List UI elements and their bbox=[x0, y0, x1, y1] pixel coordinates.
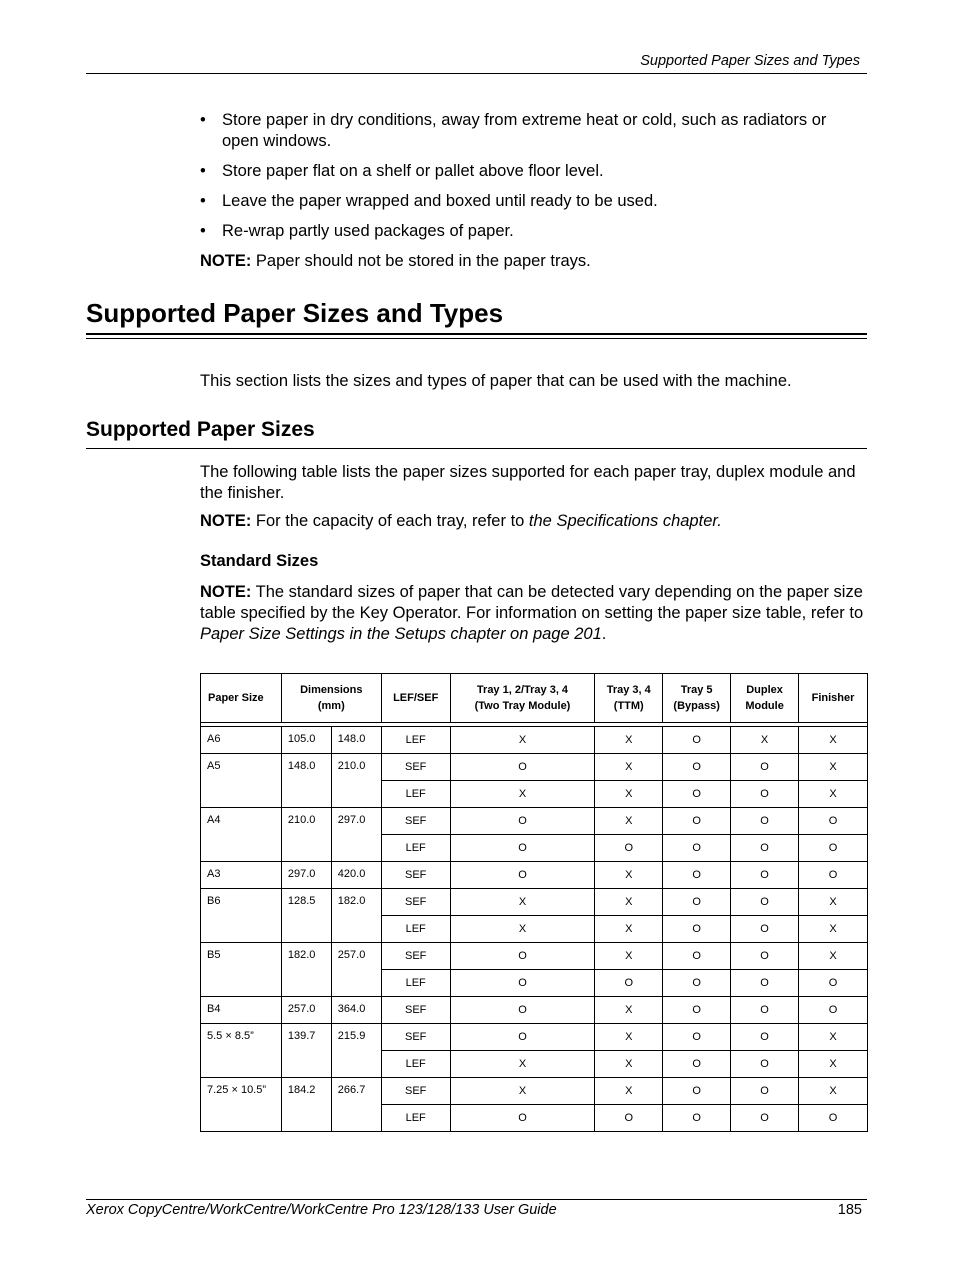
list-item: • Store paper in dry conditions, away from extreme heat or cold, such as radiators or open windows. bbox=[200, 111, 827, 150]
specifications-reference: the Specifications chapter. bbox=[528, 512, 722, 530]
bullet-icon: • bbox=[200, 192, 206, 210]
paper-size-cell: B4 bbox=[201, 997, 282, 1024]
orientation-cell: LEF bbox=[381, 1051, 450, 1078]
table-row bbox=[201, 727, 868, 754]
support-cell: O bbox=[731, 1105, 799, 1132]
support-cell: O bbox=[663, 835, 731, 862]
width-cell: 210.0 bbox=[281, 808, 331, 862]
support-cell: O bbox=[799, 835, 868, 862]
list-item: • Leave the paper wrapped and boxed until ready to be used. bbox=[200, 192, 658, 210]
support-cell: X bbox=[799, 889, 868, 916]
height-cell: 257.0 bbox=[331, 943, 381, 997]
support-cell: O bbox=[663, 1051, 731, 1078]
support-cell: X bbox=[595, 808, 663, 835]
support-cell: O bbox=[595, 835, 663, 862]
width-cell: 182.0 bbox=[281, 943, 331, 997]
header-rule bbox=[86, 73, 867, 74]
bullet-icon: • bbox=[200, 222, 206, 240]
width-cell: 297.0 bbox=[281, 862, 331, 889]
section-intro: This section lists the sizes and types of paper that can be used with the machine. bbox=[200, 372, 792, 390]
note-label: NOTE: bbox=[200, 252, 252, 270]
support-cell: O bbox=[731, 1051, 799, 1078]
support-cell: O bbox=[731, 835, 799, 862]
support-cell: O bbox=[663, 754, 731, 781]
support-cell: O bbox=[450, 1105, 595, 1132]
bullet-icon: • bbox=[200, 162, 206, 180]
support-cell: O bbox=[799, 808, 868, 835]
height-cell: 182.0 bbox=[331, 889, 381, 943]
support-cell: O bbox=[731, 889, 799, 916]
support-cell: O bbox=[731, 970, 799, 997]
support-cell: O bbox=[663, 727, 731, 754]
paper-sizes-table bbox=[200, 673, 868, 1132]
support-cell: X bbox=[595, 1024, 663, 1051]
header-tray-1-2: Tray 1, 2/Tray 3, 4 (Two Tray Module) bbox=[450, 674, 595, 723]
height-cell: 266.7 bbox=[331, 1078, 381, 1132]
orientation-cell: LEF bbox=[381, 835, 450, 862]
support-cell: O bbox=[799, 997, 868, 1024]
support-cell: X bbox=[450, 889, 595, 916]
table-row bbox=[201, 808, 868, 835]
support-cell: O bbox=[731, 943, 799, 970]
paper-size-cell: A3 bbox=[201, 862, 282, 889]
list-item: • Re-wrap partly used packages of paper. bbox=[200, 222, 514, 240]
header-tray-5: Tray 5 (Bypass) bbox=[663, 674, 731, 723]
support-cell: O bbox=[450, 943, 595, 970]
note-text: Paper should not be stored in the paper trays. bbox=[251, 252, 591, 270]
support-cell: X bbox=[595, 781, 663, 808]
height-cell: 210.0 bbox=[331, 754, 381, 808]
orientation-cell: LEF bbox=[381, 916, 450, 943]
support-cell: X bbox=[799, 781, 868, 808]
support-cell: X bbox=[799, 754, 868, 781]
support-cell: O bbox=[450, 997, 595, 1024]
support-cell: O bbox=[450, 835, 595, 862]
support-cell: O bbox=[450, 1024, 595, 1051]
support-cell: O bbox=[663, 889, 731, 916]
support-cell: X bbox=[450, 727, 595, 754]
support-cell: O bbox=[595, 970, 663, 997]
note-label: NOTE: bbox=[200, 583, 252, 601]
note-text: The standard sizes of paper that can be detected vary depending on the paper size table specified by the Key Operator. For information on setting the paper size table, refer to bbox=[200, 583, 864, 622]
support-cell: O bbox=[663, 943, 731, 970]
support-cell: O bbox=[663, 970, 731, 997]
height-cell: 148.0 bbox=[331, 727, 381, 754]
support-cell: O bbox=[663, 1078, 731, 1105]
support-cell: X bbox=[595, 754, 663, 781]
support-cell: O bbox=[731, 808, 799, 835]
support-cell: X bbox=[595, 862, 663, 889]
width-cell: 148.0 bbox=[281, 754, 331, 808]
support-cell: O bbox=[731, 1024, 799, 1051]
support-cell: O bbox=[731, 862, 799, 889]
paper-size-cell: B6 bbox=[201, 889, 282, 943]
support-cell: X bbox=[799, 727, 868, 754]
standard-sizes-note: NOTE: The standard sizes of paper that can be detected vary depending on the paper size table specified by the Key Operator. For information on setting the paper size table, refer to Paper Size Settings in the Setups chapter on page 201. bbox=[200, 583, 864, 643]
support-cell: X bbox=[595, 889, 663, 916]
header-duplex-module: Duplex Module bbox=[731, 674, 799, 723]
support-cell: O bbox=[799, 1105, 868, 1132]
running-header: Supported Paper Sizes and Types bbox=[640, 53, 860, 69]
support-cell: O bbox=[731, 781, 799, 808]
orientation-cell: SEF bbox=[381, 754, 450, 781]
width-cell: 257.0 bbox=[281, 997, 331, 1024]
orientation-cell: SEF bbox=[381, 862, 450, 889]
page-number: 185 bbox=[837, 1202, 862, 1218]
standard-sizes-title: Standard Sizes bbox=[200, 552, 319, 570]
subsection-title: Supported Paper Sizes bbox=[86, 418, 315, 441]
table-row bbox=[201, 754, 868, 781]
support-cell: X bbox=[799, 1024, 868, 1051]
note-text: For the capacity of each tray, refer to bbox=[251, 512, 529, 530]
paper-size-cell: A5 bbox=[201, 754, 282, 808]
orientation-cell: SEF bbox=[381, 943, 450, 970]
support-cell: X bbox=[450, 1051, 595, 1078]
support-cell: O bbox=[663, 862, 731, 889]
support-cell: X bbox=[595, 916, 663, 943]
width-cell: 128.5 bbox=[281, 889, 331, 943]
height-cell: 297.0 bbox=[331, 808, 381, 862]
table-row bbox=[201, 862, 868, 889]
support-cell: O bbox=[799, 970, 868, 997]
support-cell: X bbox=[450, 1078, 595, 1105]
support-cell: X bbox=[799, 1078, 868, 1105]
orientation-cell: SEF bbox=[381, 1024, 450, 1051]
support-cell: O bbox=[663, 1024, 731, 1051]
height-cell: 420.0 bbox=[331, 862, 381, 889]
support-cell: O bbox=[731, 1078, 799, 1105]
support-cell: X bbox=[799, 943, 868, 970]
subsection-intro: The following table lists the paper sizes supported for each paper tray, duplex module and the finisher. bbox=[200, 463, 856, 502]
support-cell: O bbox=[450, 808, 595, 835]
support-cell: O bbox=[450, 970, 595, 997]
storage-note bbox=[200, 252, 591, 271]
paper-size-cell: 5.5 × 8.5” bbox=[201, 1024, 282, 1078]
footer-rule bbox=[86, 1199, 867, 1200]
support-cell: O bbox=[731, 754, 799, 781]
support-cell: X bbox=[799, 1051, 868, 1078]
orientation-cell: SEF bbox=[381, 1078, 450, 1105]
paper-size-cell: A6 bbox=[201, 727, 282, 754]
support-cell: O bbox=[450, 754, 595, 781]
paper-size-cell: B5 bbox=[201, 943, 282, 997]
support-cell: X bbox=[799, 916, 868, 943]
table-row bbox=[201, 889, 868, 916]
table-row bbox=[201, 997, 868, 1024]
support-cell: O bbox=[663, 997, 731, 1024]
table-row bbox=[201, 943, 868, 970]
support-cell: X bbox=[595, 727, 663, 754]
header-paper-size: Paper Size bbox=[201, 674, 282, 723]
header-tray-3-4: Tray 3, 4 (TTM) bbox=[595, 674, 663, 723]
footer-title: Xerox CopyCentre/WorkCentre/WorkCentre Pro 123/128/133 User Guide bbox=[86, 1202, 557, 1218]
support-cell: X bbox=[595, 997, 663, 1024]
paper-size-cell: A4 bbox=[201, 808, 282, 862]
support-cell: O bbox=[450, 862, 595, 889]
support-cell: O bbox=[595, 1105, 663, 1132]
support-cell: O bbox=[663, 808, 731, 835]
support-cell: X bbox=[450, 916, 595, 943]
section-title-rule bbox=[86, 333, 867, 339]
section-title: Supported Paper Sizes and Types bbox=[86, 298, 504, 328]
orientation-cell: LEF bbox=[381, 1105, 450, 1132]
subsection-title-rule bbox=[86, 448, 867, 449]
support-cell: O bbox=[663, 781, 731, 808]
support-cell: X bbox=[595, 1051, 663, 1078]
capacity-note bbox=[200, 511, 867, 532]
orientation-cell: LEF bbox=[381, 970, 450, 997]
width-cell: 105.0 bbox=[281, 727, 331, 754]
table-body bbox=[201, 723, 868, 1132]
support-cell: O bbox=[731, 997, 799, 1024]
width-cell: 184.2 bbox=[281, 1078, 331, 1132]
support-cell: O bbox=[799, 862, 868, 889]
header-lef-sef: LEF/SEF bbox=[381, 674, 450, 723]
orientation-cell: LEF bbox=[381, 781, 450, 808]
height-cell: 364.0 bbox=[331, 997, 381, 1024]
height-cell: 215.9 bbox=[331, 1024, 381, 1078]
setups-reference: Paper Size Settings in the Setups chapter on page 201 bbox=[200, 625, 602, 643]
support-cell: O bbox=[663, 1105, 731, 1132]
orientation-cell: SEF bbox=[381, 889, 450, 916]
support-cell: X bbox=[595, 943, 663, 970]
list-item: • Store paper flat on a shelf or pallet above floor level. bbox=[200, 162, 604, 180]
storage-bullet-list bbox=[200, 110, 867, 251]
support-cell: X bbox=[731, 727, 799, 754]
paper-size-cell: 7.25 × 10.5” bbox=[201, 1078, 282, 1132]
orientation-cell: SEF bbox=[381, 808, 450, 835]
table-row bbox=[201, 1024, 868, 1051]
header-finisher: Finisher bbox=[799, 674, 868, 723]
support-cell: X bbox=[595, 1078, 663, 1105]
support-cell: X bbox=[450, 781, 595, 808]
note-label: NOTE: bbox=[200, 512, 252, 530]
table-row bbox=[201, 1078, 868, 1105]
orientation-cell: LEF bbox=[381, 727, 450, 754]
header-dimensions: Dimensions (mm) bbox=[281, 674, 381, 723]
support-cell: O bbox=[731, 916, 799, 943]
width-cell: 139.7 bbox=[281, 1024, 331, 1078]
bullet-icon: • bbox=[200, 111, 206, 129]
orientation-cell: SEF bbox=[381, 997, 450, 1024]
support-cell: O bbox=[663, 916, 731, 943]
